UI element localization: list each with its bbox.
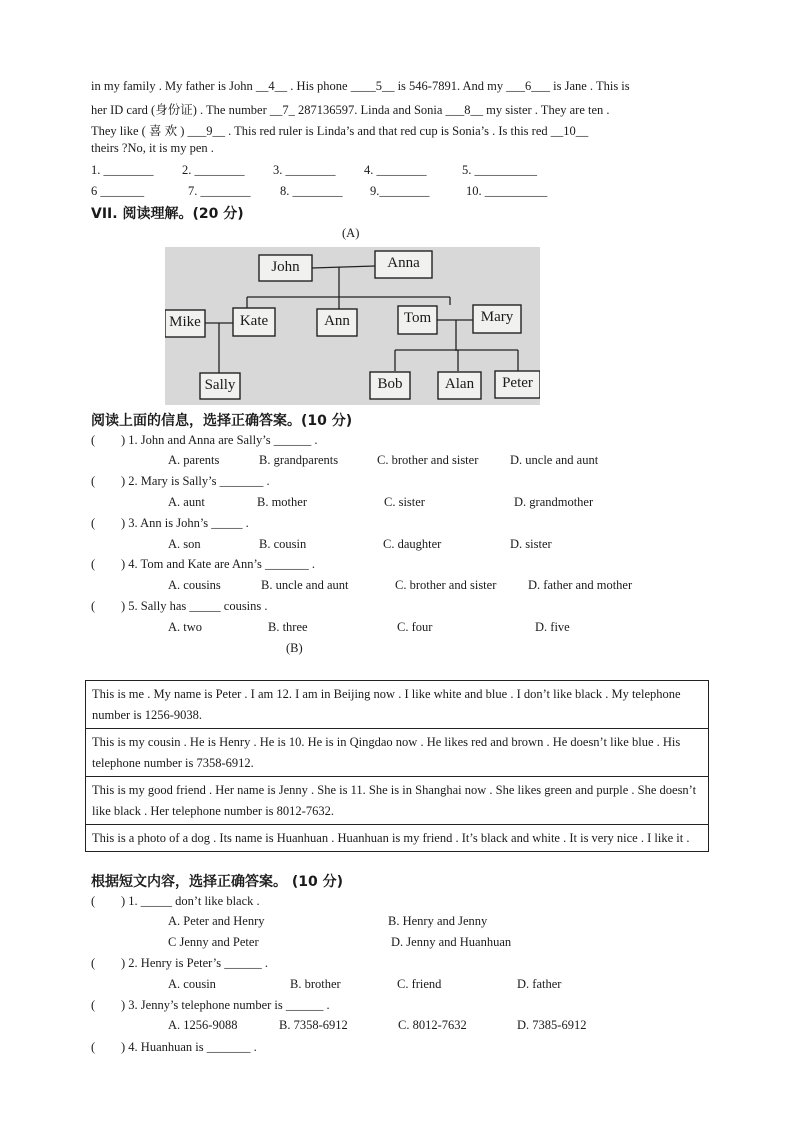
tree-alan: Alan xyxy=(444,376,475,392)
tree-bob: Bob xyxy=(377,376,403,392)
intro-line-4: theirs ?No, it is my pen . xyxy=(91,141,214,155)
part-a-label: (A) xyxy=(342,226,360,240)
option: D. Jenny and Huanhuan xyxy=(391,935,512,949)
option: B. grandparents xyxy=(259,453,339,467)
option: C. brother and sister xyxy=(377,453,479,467)
tree-peter: Peter xyxy=(502,375,533,391)
blank-5[interactable]: 5. __________ xyxy=(462,163,537,177)
intro-line-1: in my family . My father is John __4__ . His phone ____5__ is 546-7891. And my ___6___ is Jane . This is xyxy=(91,79,630,93)
blank-7[interactable]: 7. ________ xyxy=(188,184,251,198)
option: B. brother xyxy=(290,977,341,991)
part-a-question-5 xyxy=(91,599,268,614)
question-stem: ) 4. Huanhuan is _______ . xyxy=(121,1040,257,1054)
tree-sally: Sally xyxy=(204,377,236,393)
part-a-question-1 xyxy=(91,433,318,448)
part-b-question-2 xyxy=(91,956,268,971)
blank-4[interactable]: 4. ________ xyxy=(364,163,427,177)
option: D. five xyxy=(535,620,570,634)
passage-table xyxy=(85,680,709,852)
part-b-question-1 xyxy=(91,894,260,909)
intro-line-2: her ID card (身份证) . The number __7_ 287136597. Linda and Sonia ___8__ my sister . They are ten . xyxy=(91,103,610,117)
option: A. parents xyxy=(168,453,220,467)
answer-paren[interactable]: ( xyxy=(91,433,96,447)
blank-10[interactable]: 10. __________ xyxy=(466,184,548,198)
part-a-question-4 xyxy=(91,557,315,572)
option: B. 7358-6912 xyxy=(279,1018,348,1032)
option: B. cousin xyxy=(259,537,307,551)
blank-1[interactable]: 1. ________ xyxy=(91,163,154,177)
option: A. cousin xyxy=(168,977,216,991)
option: C. four xyxy=(397,620,433,634)
option: C Jenny and Peter xyxy=(168,935,259,949)
option: D. sister xyxy=(510,537,552,551)
part-a-instruction: 阅读上面的信息，选择正确答案。(10 分) xyxy=(91,413,353,429)
option: D. grandmother xyxy=(514,495,594,509)
section-title: VII. 阅读理解。(20 分) xyxy=(91,206,244,222)
part-b-question-4 xyxy=(91,1040,257,1055)
answer-paren[interactable]: ( xyxy=(91,998,96,1012)
tree-kate: Kate xyxy=(239,313,269,329)
option: A. cousins xyxy=(168,578,221,592)
answer-paren[interactable]: ( xyxy=(91,1040,96,1054)
option: D. uncle and aunt xyxy=(510,453,599,467)
option: B. mother xyxy=(257,495,307,509)
answer-paren[interactable]: ( xyxy=(91,599,96,613)
blank-8[interactable]: 8. ________ xyxy=(280,184,343,198)
option: A. 1256-9088 xyxy=(168,1018,238,1032)
option: A. son xyxy=(168,537,201,551)
family-tree-image xyxy=(165,247,540,405)
option: A. aunt xyxy=(168,495,205,509)
blank-9[interactable]: 9.________ xyxy=(370,184,430,198)
option: C. friend xyxy=(397,977,442,991)
part-b-question-3 xyxy=(91,998,330,1013)
part-a-question-2 xyxy=(91,474,270,489)
blank-2[interactable]: 2. ________ xyxy=(182,163,245,177)
option: B. Henry and Jenny xyxy=(388,914,488,928)
answer-paren[interactable]: ( xyxy=(91,956,96,970)
answer-paren[interactable]: ( xyxy=(91,894,96,908)
option: D. father and mother xyxy=(528,578,633,592)
option: C. sister xyxy=(384,495,425,509)
intro-line-3: They like ( 喜 欢 ) ___9__ . This red ruler is Linda’s and that red cup is Sonia’s . Is this red __10__ xyxy=(91,124,589,138)
option: C. brother and sister xyxy=(395,578,497,592)
part-b-instruction: 根据短文内容，选择正确答案。 (10 分) xyxy=(91,874,344,890)
passage-row-peter: This is me . My name is Peter . I am 12. I am in Beijing now . I like white and blue . I don’t like black . My telephone number is 1256-9038. xyxy=(86,681,708,729)
tree-ann: Ann xyxy=(324,313,350,329)
tree-anna: Anna xyxy=(387,255,420,271)
tree-john: John xyxy=(271,259,300,275)
option: A. two xyxy=(168,620,203,634)
question-stem: ) 5. Sally has _____ cousins . xyxy=(121,599,268,613)
option: D. father xyxy=(517,977,562,991)
tree-tom: Tom xyxy=(403,310,432,326)
tree-mary: Mary xyxy=(480,309,514,325)
question-stem: ) 4. Tom and Kate are Ann’s _______ . xyxy=(121,557,316,571)
option: D. 7385-6912 xyxy=(517,1018,587,1032)
answer-paren[interactable]: ( xyxy=(91,557,96,571)
passage-row-huanhuan: This is a photo of a dog . Its name is Huanhuan . Huanhuan is my friend . It’s black and white . It is very nice . I like it . xyxy=(92,831,690,845)
part-b-label: (B) xyxy=(286,641,303,655)
answer-paren[interactable]: ( xyxy=(91,516,96,530)
tree-mike: Mike xyxy=(169,314,201,330)
option: B. three xyxy=(268,620,308,634)
question-stem: ) 2. Henry is Peter’s ______ . xyxy=(121,956,268,970)
question-stem: ) 3. Ann is John’s _____ . xyxy=(121,516,249,530)
answer-paren[interactable]: ( xyxy=(91,474,96,488)
option: A. Peter and Henry xyxy=(168,914,265,928)
passage-row-jenny: This is my good friend . Her name is Jenny . She is 11. She is in Shanghai now . She likes green and purple . She doesn’t like black . Her telephone number is 8012-7632. xyxy=(86,777,708,825)
question-stem: ) 2. Mary is Sally’s _______ . xyxy=(121,474,270,488)
question-stem: ) 3. Jenny’s telephone number is ______ . xyxy=(121,998,330,1012)
option: C. daughter xyxy=(383,537,442,551)
blank-3[interactable]: 3. ________ xyxy=(273,163,336,177)
option: B. uncle and aunt xyxy=(261,578,349,592)
blank-6[interactable]: 6 _______ xyxy=(91,184,145,198)
question-stem: ) 1. _____ don’t like black . xyxy=(121,894,260,908)
passage-row-henry: This is my cousin . He is Henry . He is 10. He is in Qingdao now . He likes red and brown . He doesn’t like blue . His telephone number is 7358-6912. xyxy=(86,729,708,777)
part-a-question-3 xyxy=(91,516,249,531)
option: C. 8012-7632 xyxy=(398,1018,467,1032)
question-stem: ) 1. John and Anna are Sally’s ______ . xyxy=(121,433,318,447)
